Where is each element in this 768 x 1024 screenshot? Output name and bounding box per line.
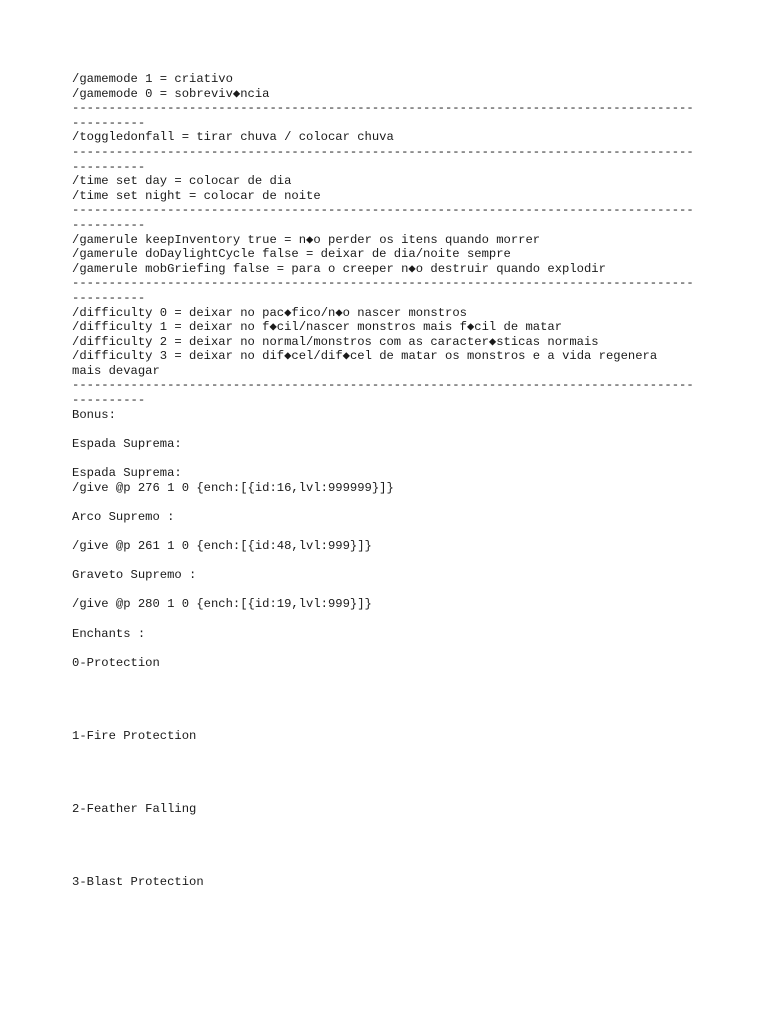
bonus-heading: Bonus: bbox=[72, 407, 116, 422]
bow-heading: Arco Supremo : bbox=[72, 509, 175, 524]
text-line: /gamemode 1 = criativo bbox=[72, 72, 233, 86]
sword-heading: Espada Suprema: bbox=[72, 436, 182, 451]
stick-heading: Graveto Supremo : bbox=[72, 568, 197, 583]
sword-heading-repeat: Espada Suprema: bbox=[72, 466, 182, 481]
enchant-item: 0-Protection bbox=[72, 655, 160, 670]
enchant-item: 3-Blast Protection bbox=[72, 874, 204, 889]
text-line: /gamemode 0 = sobreviv◆ncia bbox=[72, 86, 270, 101]
separator-line: ----------------------------------------------------------------------------------------------- bbox=[72, 101, 694, 130]
stick-command: /give @p 280 1 0 {ench:[{id:19,lvl:999}]} bbox=[72, 597, 372, 612]
document-page bbox=[72, 72, 698, 889]
enchant-item: 2-Feather Falling bbox=[72, 801, 197, 816]
sword-command: /give @p 276 1 0 {ench:[{id:16,lvl:999999}]} bbox=[72, 480, 394, 495]
separator-line: ----------------------------------------------------------------------------------------------- bbox=[72, 144, 694, 174]
text-line: /time set night = colocar de noite bbox=[72, 188, 321, 203]
bow-command: /give @p 261 1 0 {ench:[{id:48,lvl:999}]} bbox=[72, 539, 372, 553]
text-line: /toggledonfall = tirar chuva / colocar chuva bbox=[72, 130, 394, 145]
text-line: /difficulty 3 = deixar no dif◆cel/dif◆cel de matar os monstros e a vida regenera bbox=[72, 349, 658, 364]
enchants-heading: Enchants : bbox=[72, 626, 146, 641]
separator-line: ----------------------------------------------------------------------------------------------- bbox=[72, 203, 694, 232]
text-line: /difficulty 1 = deixar no f◆cil/nascer monstros mais f◆cil de matar bbox=[72, 320, 563, 335]
text-line: /gamerule doDaylightCycle false = deixar de dia/noite sempre bbox=[72, 247, 511, 262]
text-line: mais devagar bbox=[72, 363, 160, 378]
separator-line: ----------------------------------------------------------------------------------------------- bbox=[72, 276, 694, 305]
text-line: /time set day = colocar de dia bbox=[72, 174, 292, 189]
enchant-item: 1-Fire Protection bbox=[72, 728, 197, 743]
text-line: /difficulty 2 = deixar no normal/monstros com as caracter◆sticas normais bbox=[72, 334, 599, 349]
text-line: /difficulty 0 = deixar no pac◆fico/n◆o nascer monstros bbox=[72, 305, 467, 320]
text-line: /gamerule mobGriefing false = para o creeper n◆o destruir quando explodir bbox=[72, 261, 606, 276]
separator-line: ----------------------------------------------------------------------------------------------- bbox=[72, 378, 694, 408]
text-line: /gamerule keepInventory true = n◆o perder os itens quando morrer bbox=[72, 232, 541, 247]
